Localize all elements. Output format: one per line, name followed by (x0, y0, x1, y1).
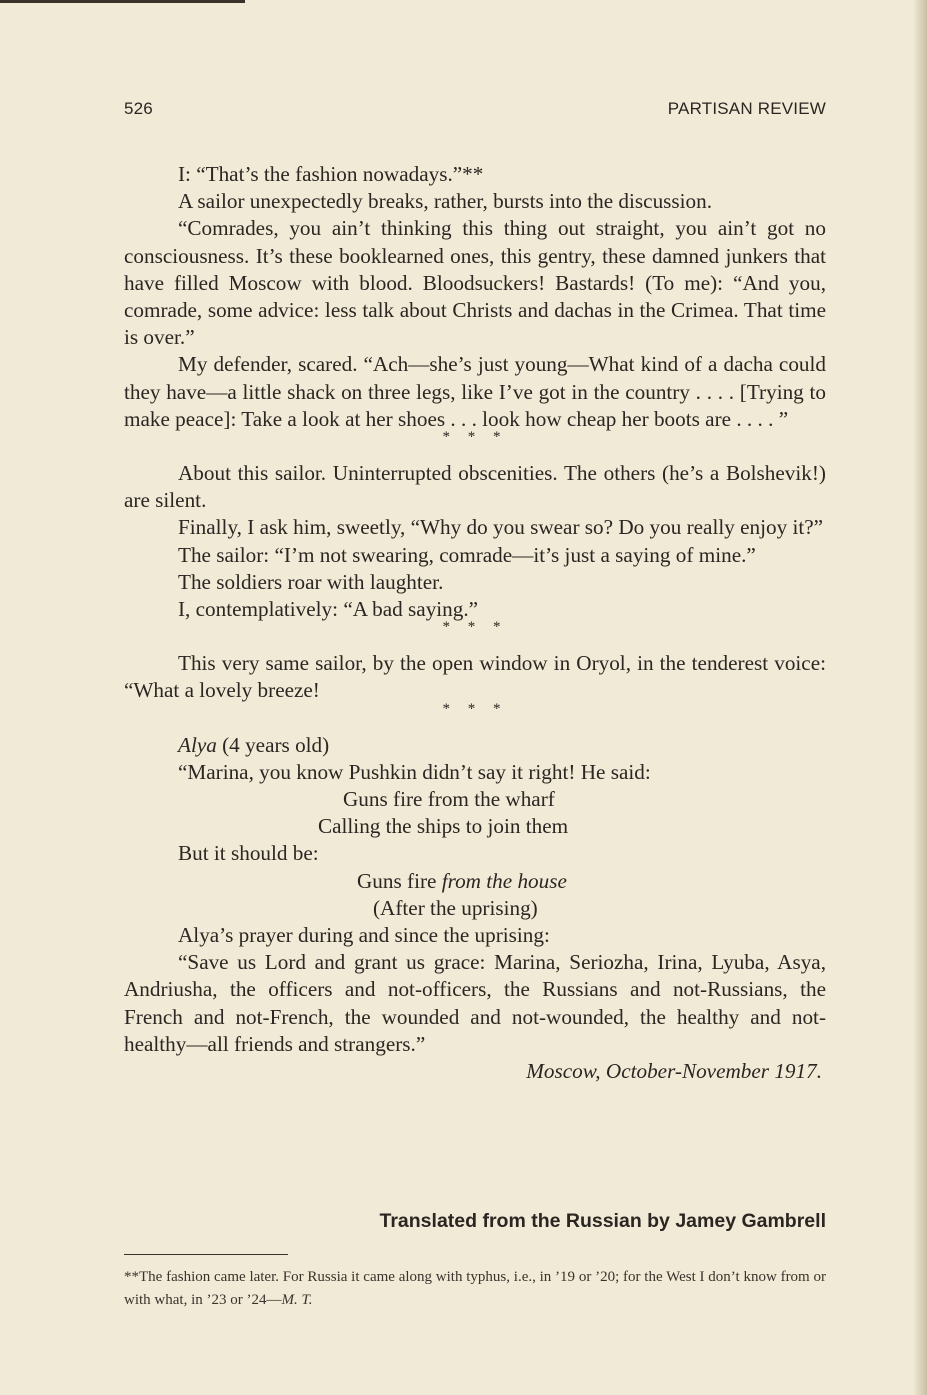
verse-italic: from the house (441, 868, 567, 893)
paragraph: This very same sailor, by the open window in Oryol, in the tenderest voice: “What a lovely breeze! (124, 651, 826, 703)
body-text (124, 161, 826, 1085)
paragraph: “Comrades, you ain’t thinking this thing out straight, you ain’t got no consciousness. It’s these booklearned ones, this gentry, these damned junkers that have filled Moscow with blood. Bloodsuckers! Bastards! (To me): “And you, comrade, some advice: less talk about Christs and dachas in the Crimea. That time is over.” (124, 216, 826, 350)
paragraph: Alya’s prayer during and since the uprising: (178, 923, 550, 948)
footnote (124, 1266, 826, 1312)
verse-text: Guns fire (357, 868, 442, 893)
paragraph: Finally, I ask him, sweetly, “Why do you swear so? Do you really enjoy it?” (178, 515, 824, 540)
page-edge-shadow (913, 0, 927, 1395)
age-note: (4 years old) (216, 732, 330, 757)
verse-line: Calling the ships to join them (318, 814, 569, 839)
paragraph: The sailor: “I’m not swearing, comrade—it’s just a saying of mine.” (178, 542, 756, 567)
verse-line: (After the uprising) (373, 895, 538, 920)
translator-credit: Translated from the Russian by Jamey Gambrell (379, 1210, 826, 1232)
paragraph: About this sailor. Uninterrupted obscenities. The others (he’s a Bolshevik!) are silent. (124, 461, 826, 513)
footnote-text: **The fashion came later. For Russia it came along with typhus, i.e., in ’19 or ’20; for the West I don’t know from or with what, in ’23 or ’24— (124, 1269, 826, 1308)
paragraph: I: “That’s the fashion nowadays.”** (178, 162, 484, 186)
paragraph: A sailor unexpectedly breaks, rather, bursts into the discussion. (178, 189, 713, 214)
paragraph: The soldiers roar with laughter. (178, 569, 444, 594)
section-separator: * * * (442, 700, 508, 717)
paragraph: But it should be: (178, 841, 319, 866)
paragraph (124, 732, 826, 759)
paragraph: “Save us Lord and grant us grace: Marina, Seriozha, Irina, Lyuba, Asya, Andriusha, the officers and not-officers, the Russians and not-Russians, the French and not-French, the wounded and not-wounded, the healthy and not-healthy—all friends and strangers.” (124, 950, 826, 1056)
paragraph: My defender, scared. “Ach—she’s just young—What kind of a dacha could they have—a little shack on three legs, like I’ve got in the country . . . . [Trying to make peace]: Take a look at her shoes . . . look how cheap her boots are . . . . ” (124, 352, 826, 431)
date-signoff: Moscow, October-November 1917. (526, 1059, 822, 1084)
footnote-rule (124, 1254, 288, 1255)
running-title: PARTISAN REVIEW (667, 99, 826, 118)
top-border-line (0, 0, 245, 3)
page-number: 526 (124, 99, 153, 118)
verse-line: Guns fire from the wharf (343, 787, 555, 812)
footnote-initials: M. T. (281, 1292, 313, 1308)
section-separator: * * * (442, 429, 508, 446)
paragraph: “Marina, you know Pushkin didn’t say it right! He said: (178, 759, 651, 784)
running-header (124, 99, 826, 123)
paragraph: I, contemplatively: “A bad saying.” (178, 597, 479, 622)
section-separator: * * * (442, 619, 508, 636)
verse-line (124, 868, 826, 895)
name-alya: Alya (178, 732, 217, 757)
